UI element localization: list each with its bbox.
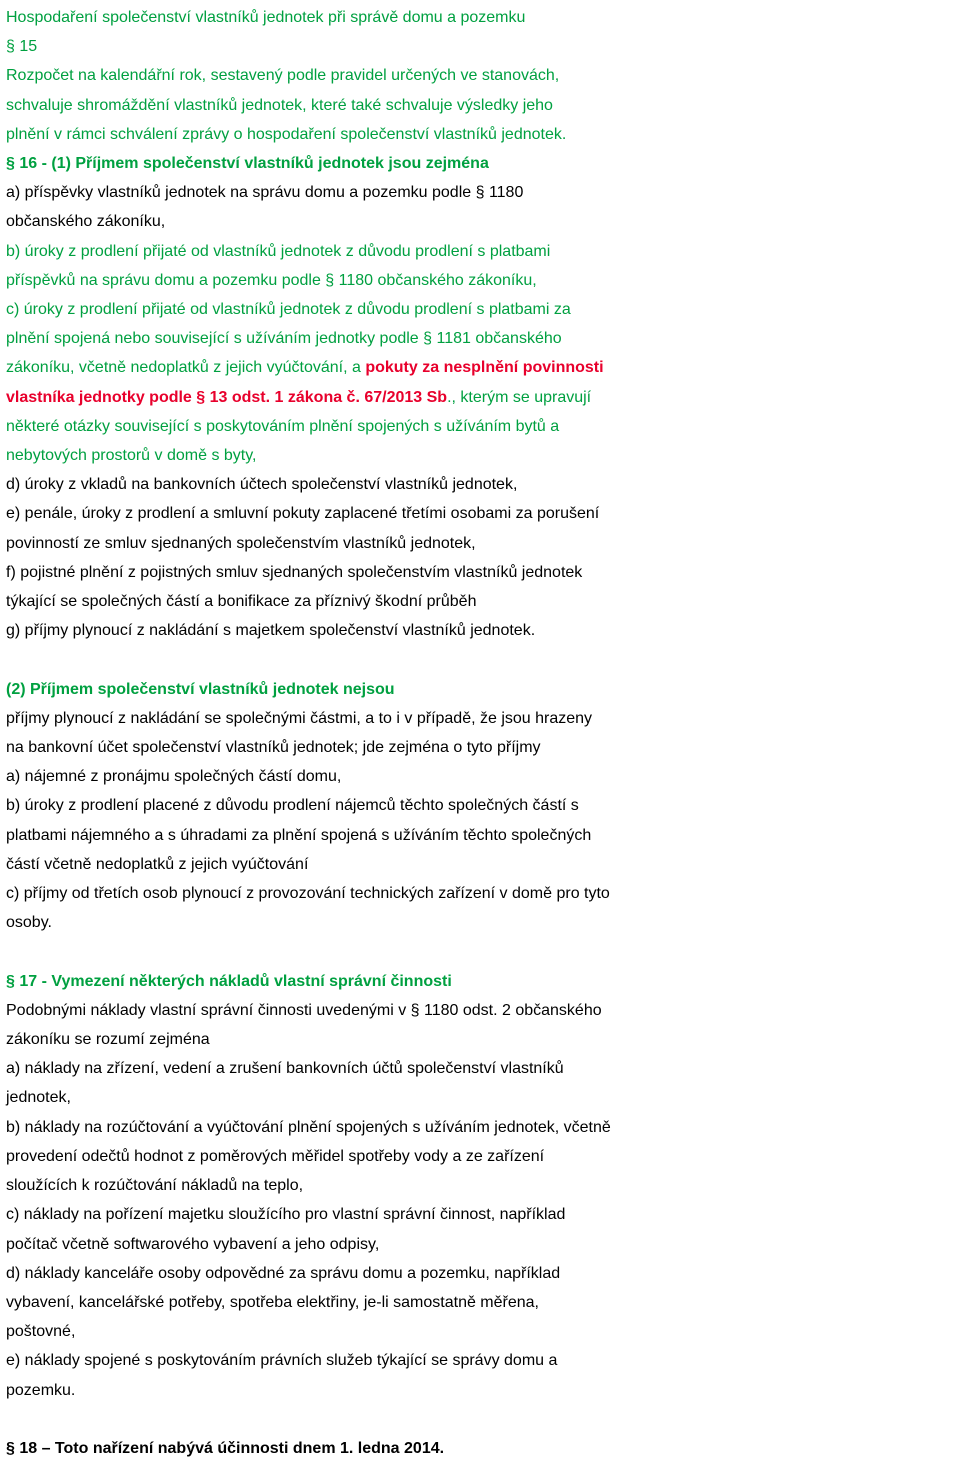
text-line: příjmy plynoucí z nakládání se společnými částmi, a to i v případě, že jsou hrazeny <box>6 709 593 727</box>
text-line: pozemku. <box>6 1381 76 1399</box>
text-line: a) náklady na zřízení, vedení a zrušení bankovních účtů společenství vlastníků <box>6 1060 564 1078</box>
text-line: a) příspěvky vlastníků jednotek na správu domu a pozemku podle § 1180 <box>6 184 524 202</box>
paragraph-17-heading: § 17 - Vymezení některých nákladů vlastní správní činnosti <box>6 972 452 990</box>
text-line: d) úroky z vkladů na bankovních účtech společenství vlastníků jednotek, <box>6 476 518 494</box>
text-line: a) nájemné z pronájmu společných částí domu, <box>6 768 342 786</box>
text-line: c) úroky z prodlení přijaté od vlastníků jednotek z důvodu prodlení s platbami za <box>6 301 571 319</box>
spacer <box>6 937 956 966</box>
text-line: d) náklady kanceláře osoby odpovědné za správu domu a pozemku, například <box>6 1264 561 1282</box>
text-line: poštovné, <box>6 1323 76 1341</box>
paragraph-18-heading: § 18 – Toto nařízení nabývá účinnosti dnem 1. ledna 2014. <box>6 1439 445 1457</box>
penalty-law-reference: vlastníka jednotky podle § 13 odst. 1 zákona č. 67/2013 Sb <box>6 388 448 406</box>
text-line: b) úroky z prodlení přijaté od vlastníků jednotek z důvodu prodlení s platbami <box>6 242 551 260</box>
text-line: plnění v rámci schválení zprávy o hospodaření společenství vlastníků jednotek. <box>6 125 567 143</box>
text-line: schvaluje shromáždění vlastníků jednotek, které také schvaluje výsledky jeho <box>6 96 553 114</box>
text-line: povinností ze smluv sjednaných společenstvím vlastníků jednotek, <box>6 534 476 552</box>
paragraph-16-2-heading: (2) Příjmem společenství vlastníků jednotek nejsou <box>6 680 395 698</box>
penalty-text: pokuty za nesplnění povinnosti <box>365 359 604 377</box>
text-fragment: zákoníku, včetně nedoplatků z jejich vyúčtování, a <box>6 359 366 377</box>
text-line: na bankovní účet společenství vlastníků jednotek; jde zejména o tyto příjmy <box>6 739 541 757</box>
paragraph-15-heading: § 15 <box>6 38 38 56</box>
text-line: osoby. <box>6 914 52 932</box>
text-line: občanského zákoníku, <box>6 213 166 231</box>
text-line: b) úroky z prodlení placené z důvodu prodlení nájemců těchto společných částí s <box>6 797 579 815</box>
text-line: sloužících k rozúčtování nákladů na teplo, <box>6 1177 304 1195</box>
paragraph-16-heading: § 16 - (1) Příjmem společenství vlastníků jednotek jsou zejména <box>6 155 489 173</box>
text-line <box>6 383 956 412</box>
text-line: zákoníku se rozumí zejména <box>6 1031 210 1049</box>
text-line: f) pojistné plnění z pojistných smluv sjednaných společenstvím vlastníků jednotek <box>6 563 583 581</box>
text-line: příspěvků na správu domu a pozemku podle § 1180 občanského zákoníku, <box>6 271 537 289</box>
text-line <box>6 353 956 382</box>
text-line: Rozpočet na kalendářní rok, sestavený podle pravidel určených ve stanovách, <box>6 67 560 85</box>
text-line: platbami nájemného a s úhradami za plnění spojená s užíváním těchto společných <box>6 826 592 844</box>
spacer <box>6 645 956 674</box>
text-line: Podobnými náklady vlastní správní činnosti uvedenými v § 1180 odst. 2 občanského <box>6 1001 602 1019</box>
text-line: částí včetně nedoplatků z jejich vyúčtování <box>6 855 309 873</box>
spacer <box>6 1405 956 1434</box>
text-fragment: ., kterým se upravují <box>447 388 592 406</box>
text-line: nebytových prostorů v domě s byty, <box>6 447 257 465</box>
text-line: plnění spojená nebo související s užíváním jednotky podle § 1181 občanského <box>6 330 562 348</box>
text-line: vybavení, kancelářské potřeby, spotřeba elektřiny, je-li samostatně měřena, <box>6 1293 539 1311</box>
text-line: g) příjmy plynoucí z nakládání s majetkem společenství vlastníků jednotek. <box>6 622 536 640</box>
text-line: provedení odečtů hodnot z poměrových měřidel spotřeby vody a ze zařízení <box>6 1147 545 1165</box>
text-line: některé otázky související s poskytováním plnění spojených s užíváním bytů a <box>6 417 560 435</box>
text-line: počítač včetně softwarového vybavení a jeho odpisy, <box>6 1235 380 1253</box>
text-line: jednotek, <box>6 1089 71 1107</box>
section-title: Hospodaření společenství vlastníků jednotek při správě domu a pozemku <box>6 9 526 26</box>
text-line: týkající se společných částí a bonifikace za příznivý škodní průběh <box>6 593 477 611</box>
text-line: c) náklady na pořízení majetku sloužícího pro vlastní správní činnost, například <box>6 1206 566 1224</box>
text-line: e) penále, úroky z prodlení a smluvní pokuty zaplacené třetími osobami za porušení <box>6 505 600 523</box>
text-line: e) náklady spojené s poskytováním právních služeb týkající se správy domu a <box>6 1352 558 1370</box>
text-line: b) náklady na rozúčtování a vyúčtování plnění spojených s užíváním jednotek, včetně <box>6 1118 611 1136</box>
text-line: c) příjmy od třetích osob plynoucí z provozování technických zařízení v domě pro tyto <box>6 885 610 903</box>
